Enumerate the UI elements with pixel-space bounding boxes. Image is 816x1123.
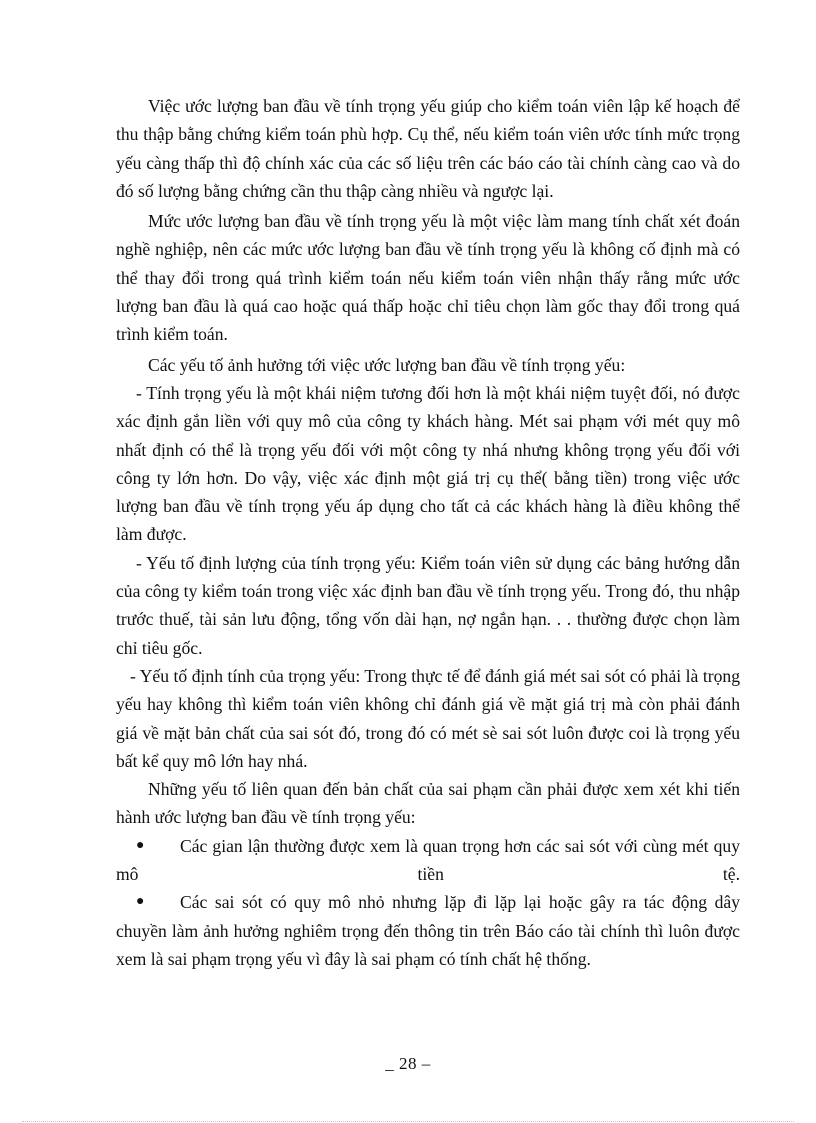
bullet-text: Các sai sót có quy mô nhỏ nhưng lặp đi lặp lại hoặc gây ra tác động dây chuyền làm ảnh hưởng nghiêm trọng đến thông tin trên Báo cáo tài chính thì luôn được xem là sai phạm trọng yếu vì đây là sai phạm có tính chất hệ thống. xyxy=(116,892,740,969)
paragraph-factors-heading: Các yếu tố ảnh hưởng tới việc ước lượng ban đầu về tính trọng yếu: xyxy=(148,354,626,375)
dash-item-qualitative-factor: - Yếu tố định tính của trọng yếu: Trong thực tế để đánh giá mét sai sót có phải là trọng yếu hay không thì kiểm toán viên không chỉ đánh giá về mặt giá trị mà còn phải đánh giá về mặt bản chất của sai sót đó, trong đó có mét sè sai sót luôn được coi là trọng yếu bất kể quy mô lớn hay nhá. xyxy=(116,665,740,771)
bullet-icon: ● xyxy=(136,894,145,910)
bullet-item-recurring-errors xyxy=(116,888,740,973)
paragraph-estimate-nature: Mức ước lượng ban đầu về tính trọng yếu là một việc làm mang tính chất xét đoán nghề nghiệp, nên các mức ước lượng ban đầu về tính trọng yếu là không cố định mà có thể thay đổi trong quá trình kiểm toán nếu kiểm toán viên nhận thấy rằng mức ước lượng ban đầu là quá cao hoặc quá thấp hoặc chỉ tiêu chọn làm gốc thay đổi trong quá trình kiểm toán. xyxy=(116,211,740,345)
page-bottom-divider xyxy=(22,1121,794,1122)
paragraph-estimate-purpose: Việc ước lượng ban đầu về tính trọng yếu giúp cho kiểm toán viên lập kế hoạch để thu thập bằng chứng kiểm toán phù hợp. Cụ thể, nếu kiểm toán viên ước tính mức trọng yếu càng thấp thì độ chính xác của các số liệu trên các báo cáo tài chính càng cao và do đó số lượng bằng chứng cần thu thập càng nhiều và ngược lại. xyxy=(116,96,740,201)
bullet-icon: ● xyxy=(136,837,145,853)
bullet-text: Các gian lận thường được xem là quan trọng hơn các sai sót với cùng mét quy mô tiền tệ. xyxy=(116,835,740,885)
page-number: _ 28 – xyxy=(385,1054,431,1073)
dash-item-relative-materiality: - Tính trọng yếu là một khái niệm tương đối hơn là một khái niệm tuyệt đối, nó được xác định gắn liền với quy mô của công ty khách hàng. Mét sai phạm với mét quy mô nhất định có thể là trọng yếu đối với một công ty nhá nhưng không trọng yếu đối với công ty lớn hơn. Do vậy, việc xác định một giá trị cụ thể( bằng tiền) trong việc ước lượng ban đầu về tính trọng yếu áp dụng cho tất cả các khách hàng là điều không thể làm được. xyxy=(116,382,740,545)
dash-item-quantitative-factor: - Yếu tố định lượng của tính trọng yếu: Kiểm toán viên sử dụng các bảng hướng dẫn của công ty kiểm toán trong việc xác định ban đầu về tính trọng yếu. Trong đó, thu nhập trước thuế, tài sản lưu động, tổng vốn dài hạn, nợ ngắn hạn. . . thường được chọn làm chỉ tiêu gốc. xyxy=(116,552,740,658)
document-body xyxy=(116,92,740,973)
paragraph-nature-lead-in: Những yếu tố liên quan đến bản chất của sai phạm cần phải được xem xét khi tiến hành ước lượng ban đầu về tính trọng yếu: xyxy=(116,779,740,828)
bullet-item-fraud xyxy=(116,832,740,889)
